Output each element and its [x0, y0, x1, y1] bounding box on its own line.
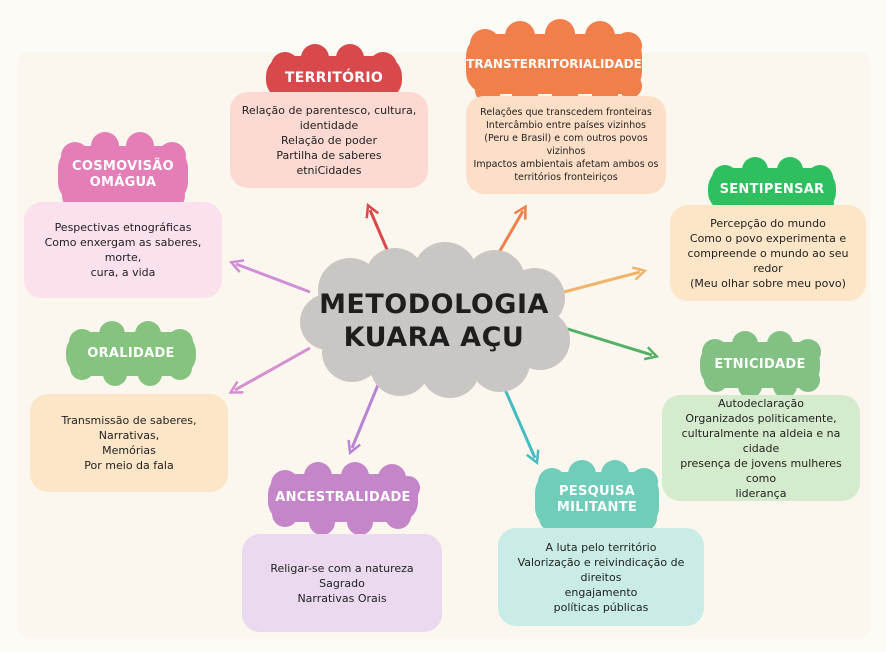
oralidade-line-2: Narrativas,: [98, 429, 160, 442]
tag-pesquisa-label-1: PESQUISA: [558, 484, 636, 499]
oralidade-line-1: Transmissão de saberes,: [61, 414, 197, 427]
sentipensar-line-4: (Meu olhar sobre meu povo): [690, 276, 846, 290]
cosmovisao-line-1: Pespectivas etnográficas: [54, 221, 192, 234]
etnicidade-line-6: liderança: [735, 486, 787, 500]
tag-transterritorialidade: [466, 46, 642, 82]
pesquisa-line-4: engajamento: [564, 585, 638, 599]
box-territorio: [230, 92, 428, 188]
tag-pesquisa-militante: [535, 476, 659, 524]
box-etnicidade: [662, 395, 860, 501]
tag-ancestralidade-label: ANCESTRALIDADE: [275, 490, 411, 505]
tag-ancestralidade: [268, 478, 418, 518]
sentipensar-line-3: compreende o mundo ao seu redor: [687, 246, 849, 275]
box-oralidade: [30, 394, 228, 492]
tag-cosmovisao-label-1: COSMOVISÃO: [72, 159, 174, 174]
sentipensar-line-2: Como o povo experimenta e: [689, 231, 847, 245]
trans-line-2: Intercâmbio entre países vizinhos: [486, 120, 646, 131]
territorio-line-5: etniCidades: [296, 163, 362, 177]
tag-sentipensar: [708, 172, 836, 208]
pesquisa-line-1: A luta pelo território: [545, 540, 657, 554]
oralidade-line-3: Memórias: [102, 444, 156, 457]
oralidade-line-4: Por meio da fala: [84, 459, 174, 472]
box-transterritorialidade: [466, 96, 666, 194]
etnicidade-line-2: Organizados politicamente,: [685, 411, 837, 425]
pesquisa-line-5: políticas públicas: [553, 600, 649, 614]
cosmovisao-line-3: cura, a vida: [90, 266, 156, 279]
tag-pesquisa-label-2: MILITANTE: [556, 500, 638, 515]
tag-cosmovisao-label-2: OMÁGUA: [89, 175, 157, 190]
ancestralidade-line-1: Religar-se com a natureza: [270, 561, 414, 575]
trans-line-5: Impactos ambientais afetam ambos os: [473, 159, 659, 170]
sentipensar-line-1: Percepção do mundo: [710, 216, 826, 230]
box-pesquisa-militante: [498, 528, 704, 626]
territorio-line-4: Partilha de saberes: [276, 148, 382, 162]
tag-oralidade-label: ORALIDADE: [87, 346, 175, 361]
tag-etnicidade-label: ETNICIDADE: [714, 357, 806, 372]
pesquisa-line-2: Valorização e reivindicação de: [517, 555, 685, 569]
tag-cosmovisao-omagua: [58, 152, 188, 198]
tag-transterritorialidade-label: TRANSTERRITORIALIDADE: [466, 57, 642, 71]
center-title-line-2: KUARA AÇU: [343, 322, 525, 353]
ancestralidade-line-3: Narrativas Orais: [297, 591, 387, 605]
tag-oralidade: [66, 336, 196, 372]
box-cosmovisao-omagua: [24, 202, 222, 298]
etnicidade-line-5: presença de jovens mulheres como: [680, 456, 842, 485]
box-sentipensar: [670, 205, 866, 301]
trans-line-3: (Peru e Brasil) e com outros povos: [484, 133, 648, 144]
territorio-line-1: Relação de parentesco, cultura,: [241, 103, 417, 117]
etnicidade-line-4: cidade: [742, 441, 780, 455]
trans-line-4: vizinhos: [546, 146, 586, 157]
tag-territorio-label: TERRITÓRIO: [284, 70, 384, 86]
cosmovisao-line-2: Como enxergam as saberes, morte,: [44, 236, 202, 264]
trans-line-6: territórios fronteiriços: [514, 172, 618, 183]
territorio-line-3: Relação de poder: [281, 133, 377, 147]
box-ancestralidade: [242, 534, 442, 632]
center-title-line-1: METODOLOGIA: [319, 289, 549, 320]
etnicidade-line-1: Autodeclaração: [718, 396, 804, 410]
center-title: [300, 262, 568, 380]
tag-territorio: [266, 60, 402, 96]
territorio-line-2: identidade: [299, 118, 359, 132]
etnicidade-line-3: culturalmente na aldeia e na: [681, 426, 841, 440]
tag-etnicidade: [700, 347, 820, 383]
pesquisa-line-3: direitos: [580, 570, 622, 584]
ancestralidade-line-2: Sagrado: [319, 576, 365, 590]
tag-sentipensar-label: SENTIPENSAR: [719, 182, 825, 197]
trans-line-1: Relações que transcedem fronteiras: [480, 107, 652, 118]
